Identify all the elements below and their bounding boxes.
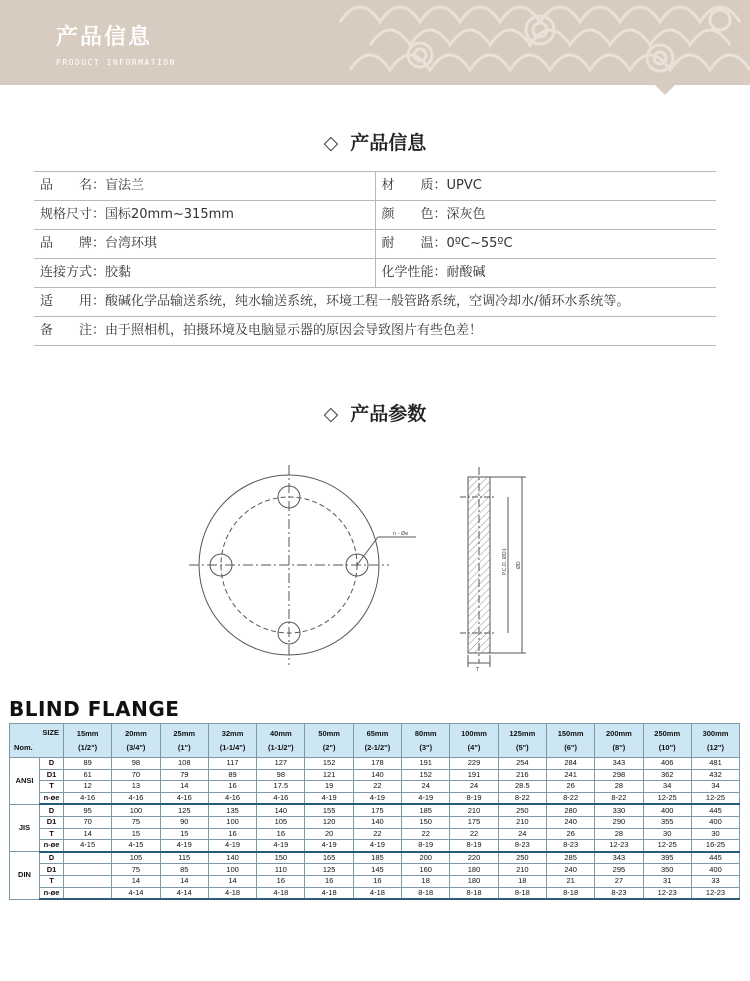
info-cell	[375, 201, 717, 229]
info-cell	[34, 201, 375, 229]
thickness-label: T	[476, 667, 480, 673]
size-column-header	[112, 724, 160, 758]
table-cell: 8-23	[498, 840, 546, 852]
table-cell: 100	[112, 804, 160, 816]
table-cell: 15	[160, 828, 208, 840]
table-cell	[64, 887, 112, 899]
size-column-header	[691, 724, 739, 758]
pcd-label: P.C.D. ØD1	[502, 548, 508, 575]
table-cell: 14	[208, 875, 256, 887]
table-cell: 220	[450, 852, 498, 864]
table-cell: 4-18	[305, 887, 353, 899]
info-label: 化学性能：	[381, 265, 447, 280]
section-title-text: 产品参数	[350, 403, 427, 425]
table-cell: 165	[305, 852, 353, 864]
table-cell: 90	[160, 816, 208, 828]
table-cell: 150	[257, 852, 305, 864]
table-cell: 8-22	[546, 792, 594, 804]
table-cell: 481	[691, 758, 739, 770]
table-cell: 24	[498, 828, 546, 840]
info-cell	[375, 230, 717, 258]
size-column-header	[402, 724, 450, 758]
table-cell: 12-23	[595, 840, 643, 852]
spec-table	[9, 723, 740, 900]
table-row	[10, 781, 740, 793]
size-column-header	[546, 724, 594, 758]
size-mm: 100mm	[461, 728, 487, 738]
info-cell	[34, 259, 375, 287]
table-cell: 8-22	[498, 792, 546, 804]
table-cell: 155	[305, 804, 353, 816]
size-column-header	[64, 724, 112, 758]
table-row	[10, 864, 740, 876]
table-cell: 135	[208, 804, 256, 816]
section-title-product-params	[0, 399, 750, 426]
size-inch: (1-1/4")	[219, 742, 246, 752]
table-cell: 28	[595, 781, 643, 793]
table-cell: 33	[691, 875, 739, 887]
table-cell: 125	[160, 804, 208, 816]
table-cell: 105	[112, 852, 160, 864]
table-cell: 285	[546, 852, 594, 864]
banner-subtitle: PRODUCT INFORMATION	[56, 58, 177, 67]
table-cell: 26	[546, 828, 594, 840]
size-column-header	[305, 724, 353, 758]
table-cell: 34	[643, 781, 691, 793]
size-inch: (8")	[612, 742, 626, 752]
size-column-header	[450, 724, 498, 758]
size-inch: (1/2")	[78, 742, 98, 752]
table-cell: 241	[546, 769, 594, 781]
table-cell: 298	[595, 769, 643, 781]
table-cell	[64, 852, 112, 864]
table-cell: 8-22	[595, 792, 643, 804]
table-cell: 34	[691, 781, 739, 793]
info-value: 酸碱化学品输送系统，纯水输送系统，环境工程一般管路系统，空调冷却水/循环水系统等。	[105, 294, 630, 309]
size-mm: 80mm	[414, 728, 437, 738]
table-cell: 8-18	[498, 887, 546, 899]
info-value: 耐酸碱	[446, 265, 486, 280]
table-cell: 240	[546, 816, 594, 828]
table-cell: 280	[546, 804, 594, 816]
flange-front-view	[189, 465, 416, 665]
info-row	[34, 172, 716, 201]
table-cell: 432	[691, 769, 739, 781]
size-mm: 15mm	[76, 728, 99, 738]
table-cell: 191	[450, 769, 498, 781]
table-row	[10, 875, 740, 887]
table-cell	[64, 875, 112, 887]
info-label: 适 用：	[40, 294, 106, 309]
header-banner	[0, 0, 750, 85]
od-label: ØD	[516, 561, 522, 569]
table-cell: 254	[498, 758, 546, 770]
table-cell: 98	[112, 758, 160, 770]
banner-title: 产品信息	[56, 25, 153, 50]
size-inch: (2-1/2")	[364, 742, 391, 752]
table-cell: 4-15	[64, 840, 112, 852]
standard-label: JIS	[10, 804, 40, 851]
table-cell: 100	[208, 816, 256, 828]
table-cell: 16	[208, 781, 256, 793]
size-column-header	[353, 724, 401, 758]
table-cell: 4-19	[305, 792, 353, 804]
table-row	[10, 887, 740, 899]
table-cell: 295	[595, 864, 643, 876]
table-cell: 180	[450, 875, 498, 887]
table-cell: 200	[402, 852, 450, 864]
info-value: 0ºC~55ºC	[446, 236, 513, 251]
table-cell: 8-19	[402, 840, 450, 852]
table-cell: 175	[353, 804, 401, 816]
table-cell: 31	[643, 875, 691, 887]
table-cell: 4-19	[257, 840, 305, 852]
table-cell: 8-18	[402, 887, 450, 899]
parameter-label: D	[40, 852, 64, 864]
table-cell: 185	[353, 852, 401, 864]
parameter-label: n-øe	[40, 840, 64, 852]
table-cell: 115	[160, 852, 208, 864]
table-cell: 70	[112, 769, 160, 781]
table-cell: 145	[353, 864, 401, 876]
table-cell: 95	[64, 804, 112, 816]
size-inch: (1")	[177, 742, 191, 752]
table-cell: 27	[595, 875, 643, 887]
table-cell: 350	[643, 864, 691, 876]
table-cell: 250	[498, 804, 546, 816]
banner-notch	[655, 85, 675, 95]
standard-label: ANSI	[10, 758, 40, 805]
table-row	[10, 792, 740, 804]
table-cell: 12-25	[643, 792, 691, 804]
table-cell: 8-19	[450, 792, 498, 804]
info-value: 国标20mm~315mm	[105, 207, 234, 222]
table-cell: 12-25	[691, 792, 739, 804]
blind-flange-drawing	[0, 455, 750, 675]
info-row	[34, 230, 716, 259]
table-cell: 15	[112, 828, 160, 840]
table-row	[10, 840, 740, 852]
size-mm: 300mm	[702, 728, 729, 738]
table-cell: 8-18	[450, 887, 498, 899]
table-cell: 4-14	[160, 887, 208, 899]
table-cell: 140	[257, 804, 305, 816]
table-cell: 4-19	[402, 792, 450, 804]
table-cell: 400	[643, 804, 691, 816]
info-label: 规格尺寸：	[40, 207, 106, 222]
table-cell: 120	[305, 816, 353, 828]
table-cell: 229	[450, 758, 498, 770]
table-cell: 8-18	[546, 887, 594, 899]
table-cell: 18	[498, 875, 546, 887]
table-cell: 406	[643, 758, 691, 770]
size-nom-header	[10, 724, 64, 758]
table-cell: 110	[257, 864, 305, 876]
table-cell: 330	[595, 804, 643, 816]
table-cell: 22	[402, 828, 450, 840]
standard-label: DIN	[10, 852, 40, 899]
size-column-header	[643, 724, 691, 758]
table-cell: 185	[402, 804, 450, 816]
table-cell: 4-14	[112, 887, 160, 899]
size-column-header	[257, 724, 305, 758]
diamond-icon: ◇	[323, 403, 339, 425]
info-cell	[375, 172, 717, 200]
parameter-label: T	[40, 875, 64, 887]
table-cell: 8-23	[546, 840, 594, 852]
table-row	[10, 828, 740, 840]
table-cell: 12	[64, 781, 112, 793]
table-cell: 395	[643, 852, 691, 864]
table-cell: 4-18	[208, 887, 256, 899]
section-title-product-info	[0, 128, 750, 155]
table-cell: 28.5	[498, 781, 546, 793]
table-cell: 152	[402, 769, 450, 781]
table-row	[10, 816, 740, 828]
size-column-header	[595, 724, 643, 758]
table-cell: 75	[112, 816, 160, 828]
size-inch: (12")	[707, 742, 724, 752]
table-cell: 89	[208, 769, 256, 781]
table-cell: 445	[691, 804, 739, 816]
size-mm: 25mm	[173, 728, 196, 738]
table-cell: 4-18	[257, 887, 305, 899]
table-cell: 152	[305, 758, 353, 770]
table-row	[10, 852, 740, 864]
info-value: 盲法兰	[105, 178, 145, 193]
info-row-usage	[34, 288, 716, 317]
size-mm: 50mm	[318, 728, 340, 738]
table-cell: 16	[305, 875, 353, 887]
info-cell	[34, 172, 375, 200]
table-cell: 75	[112, 864, 160, 876]
size-mm: 40mm	[269, 728, 292, 738]
table-cell: 17.5	[257, 781, 305, 793]
table-cell: 210	[498, 816, 546, 828]
table-cell: 100	[208, 864, 256, 876]
table-cell: 14	[160, 875, 208, 887]
size-column-header	[498, 724, 546, 758]
table-cell: 28	[595, 828, 643, 840]
info-label: 连接方式：	[40, 265, 106, 280]
table-cell: 14	[112, 875, 160, 887]
parameter-label: n-øe	[40, 792, 64, 804]
table-cell: 16-25	[691, 840, 739, 852]
size-inch: (10")	[658, 742, 676, 752]
table-cell: 240	[546, 864, 594, 876]
spec-table-title: BLIND FLANGE	[9, 697, 180, 721]
table-cell: 343	[595, 758, 643, 770]
table-cell: 125	[305, 864, 353, 876]
size-inch: (4")	[467, 742, 481, 752]
nom-label: Nom.	[14, 743, 33, 752]
table-cell: 117	[208, 758, 256, 770]
table-cell: 150	[402, 816, 450, 828]
size-inch: (3")	[419, 742, 433, 752]
table-cell: 30	[691, 828, 739, 840]
table-cell: 105	[257, 816, 305, 828]
size-mm: 200mm	[605, 728, 632, 738]
info-cell	[375, 259, 717, 287]
parameter-label: D1	[40, 769, 64, 781]
size-label: SIZE	[42, 728, 59, 737]
table-cell: 4-16	[257, 792, 305, 804]
table-cell: 400	[691, 864, 739, 876]
table-cell: 4-16	[64, 792, 112, 804]
table-cell: 4-16	[160, 792, 208, 804]
info-label: 颜 色：	[381, 207, 447, 222]
table-row	[10, 769, 740, 781]
table-cell: 24	[450, 781, 498, 793]
table-cell: 16	[257, 828, 305, 840]
table-cell: 85	[160, 864, 208, 876]
info-cell	[34, 230, 375, 258]
table-cell: 343	[595, 852, 643, 864]
info-label: 品 名：	[40, 178, 106, 193]
table-row	[10, 758, 740, 770]
table-cell: 355	[643, 816, 691, 828]
table-cell: 14	[160, 781, 208, 793]
parameter-label: T	[40, 828, 64, 840]
table-cell: 4-18	[353, 887, 401, 899]
info-label: 材 质：	[381, 178, 447, 193]
table-cell: 4-19	[160, 840, 208, 852]
diamond-icon: ◇	[323, 132, 339, 154]
table-cell: 140	[208, 852, 256, 864]
info-cell	[34, 288, 716, 316]
size-mm: 150mm	[557, 728, 584, 738]
size-column-header	[208, 724, 256, 758]
table-cell: 4-19	[353, 840, 401, 852]
size-inch: (3/4")	[126, 742, 146, 752]
table-cell: 4-16	[208, 792, 256, 804]
size-mm: 250mm	[654, 728, 681, 738]
table-cell: 70	[64, 816, 112, 828]
table-cell: 445	[691, 852, 739, 864]
info-value: 深灰色	[446, 207, 486, 222]
size-mm: 125mm	[509, 728, 536, 738]
table-cell: 22	[450, 828, 498, 840]
table-cell: 13	[112, 781, 160, 793]
table-cell: 20	[305, 828, 353, 840]
table-cell: 22	[353, 781, 401, 793]
parameter-label: T	[40, 781, 64, 793]
parameter-label: D1	[40, 864, 64, 876]
hole-label: n - Øe	[393, 531, 409, 537]
table-cell: 61	[64, 769, 112, 781]
table-cell: 79	[160, 769, 208, 781]
size-mm: 65mm	[366, 728, 389, 738]
table-cell: 16	[208, 828, 256, 840]
table-cell: 180	[450, 864, 498, 876]
parameter-label: D	[40, 758, 64, 770]
table-cell: 21	[546, 875, 594, 887]
info-label: 品 牌：	[40, 236, 106, 251]
info-label: 备 注：	[40, 323, 106, 338]
table-cell: 18	[402, 875, 450, 887]
table-cell: 216	[498, 769, 546, 781]
info-row	[34, 259, 716, 288]
table-cell: 284	[546, 758, 594, 770]
table-cell: 8-19	[450, 840, 498, 852]
section-title-text: 产品信息	[350, 132, 427, 154]
info-value: 胶黏	[105, 265, 132, 280]
table-cell: 12-23	[691, 887, 739, 899]
table-cell: 8-23	[595, 887, 643, 899]
table-cell: 127	[257, 758, 305, 770]
table-cell: 4-15	[112, 840, 160, 852]
table-cell: 98	[257, 769, 305, 781]
size-inch: (1-1/2")	[268, 742, 294, 752]
table-cell: 12-23	[643, 887, 691, 899]
info-value: UPVC	[446, 178, 482, 193]
table-cell: 121	[305, 769, 353, 781]
table-cell: 178	[353, 758, 401, 770]
table-row	[10, 804, 740, 816]
table-cell: 26	[546, 781, 594, 793]
table-cell: 4-16	[112, 792, 160, 804]
size-column-header	[160, 724, 208, 758]
table-cell: 191	[402, 758, 450, 770]
table-cell: 24	[402, 781, 450, 793]
table-cell: 160	[402, 864, 450, 876]
info-row-note	[34, 317, 716, 346]
parameter-label: D	[40, 804, 64, 816]
table-cell: 89	[64, 758, 112, 770]
product-info-table	[34, 171, 716, 346]
table-cell: 22	[353, 828, 401, 840]
size-inch: (6")	[564, 742, 577, 752]
table-cell	[64, 864, 112, 876]
size-inch: (5")	[515, 742, 529, 752]
table-cell: 108	[160, 758, 208, 770]
table-cell: 30	[643, 828, 691, 840]
table-cell: 14	[64, 828, 112, 840]
table-cell: 19	[305, 781, 353, 793]
table-cell: 210	[450, 804, 498, 816]
parameter-label: D1	[40, 816, 64, 828]
size-inch: (2")	[322, 742, 336, 752]
table-cell: 12-25	[643, 840, 691, 852]
cloud-pattern-decoration	[330, 0, 750, 85]
table-cell: 16	[257, 875, 305, 887]
table-cell: 290	[595, 816, 643, 828]
table-cell: 175	[450, 816, 498, 828]
table-cell: 250	[498, 852, 546, 864]
info-cell	[34, 317, 716, 345]
table-cell: 16	[353, 875, 401, 887]
table-cell: 4-19	[353, 792, 401, 804]
table-cell: 140	[353, 769, 401, 781]
table-cell: 4-19	[208, 840, 256, 852]
info-value: 由于照相机，拍摄环境及电脑显示器的原因会导致图片有些色差！	[105, 323, 483, 338]
size-mm: 32mm	[221, 728, 244, 738]
table-cell: 140	[353, 816, 401, 828]
size-mm: 20mm	[125, 728, 147, 738]
table-cell: 400	[691, 816, 739, 828]
info-row	[34, 201, 716, 230]
table-cell: 362	[643, 769, 691, 781]
info-label: 耐 温：	[381, 236, 447, 251]
info-value: 台湾环琪	[105, 236, 158, 251]
table-cell: 210	[498, 864, 546, 876]
parameter-label: n-øe	[40, 887, 64, 899]
table-cell: 4-19	[305, 840, 353, 852]
